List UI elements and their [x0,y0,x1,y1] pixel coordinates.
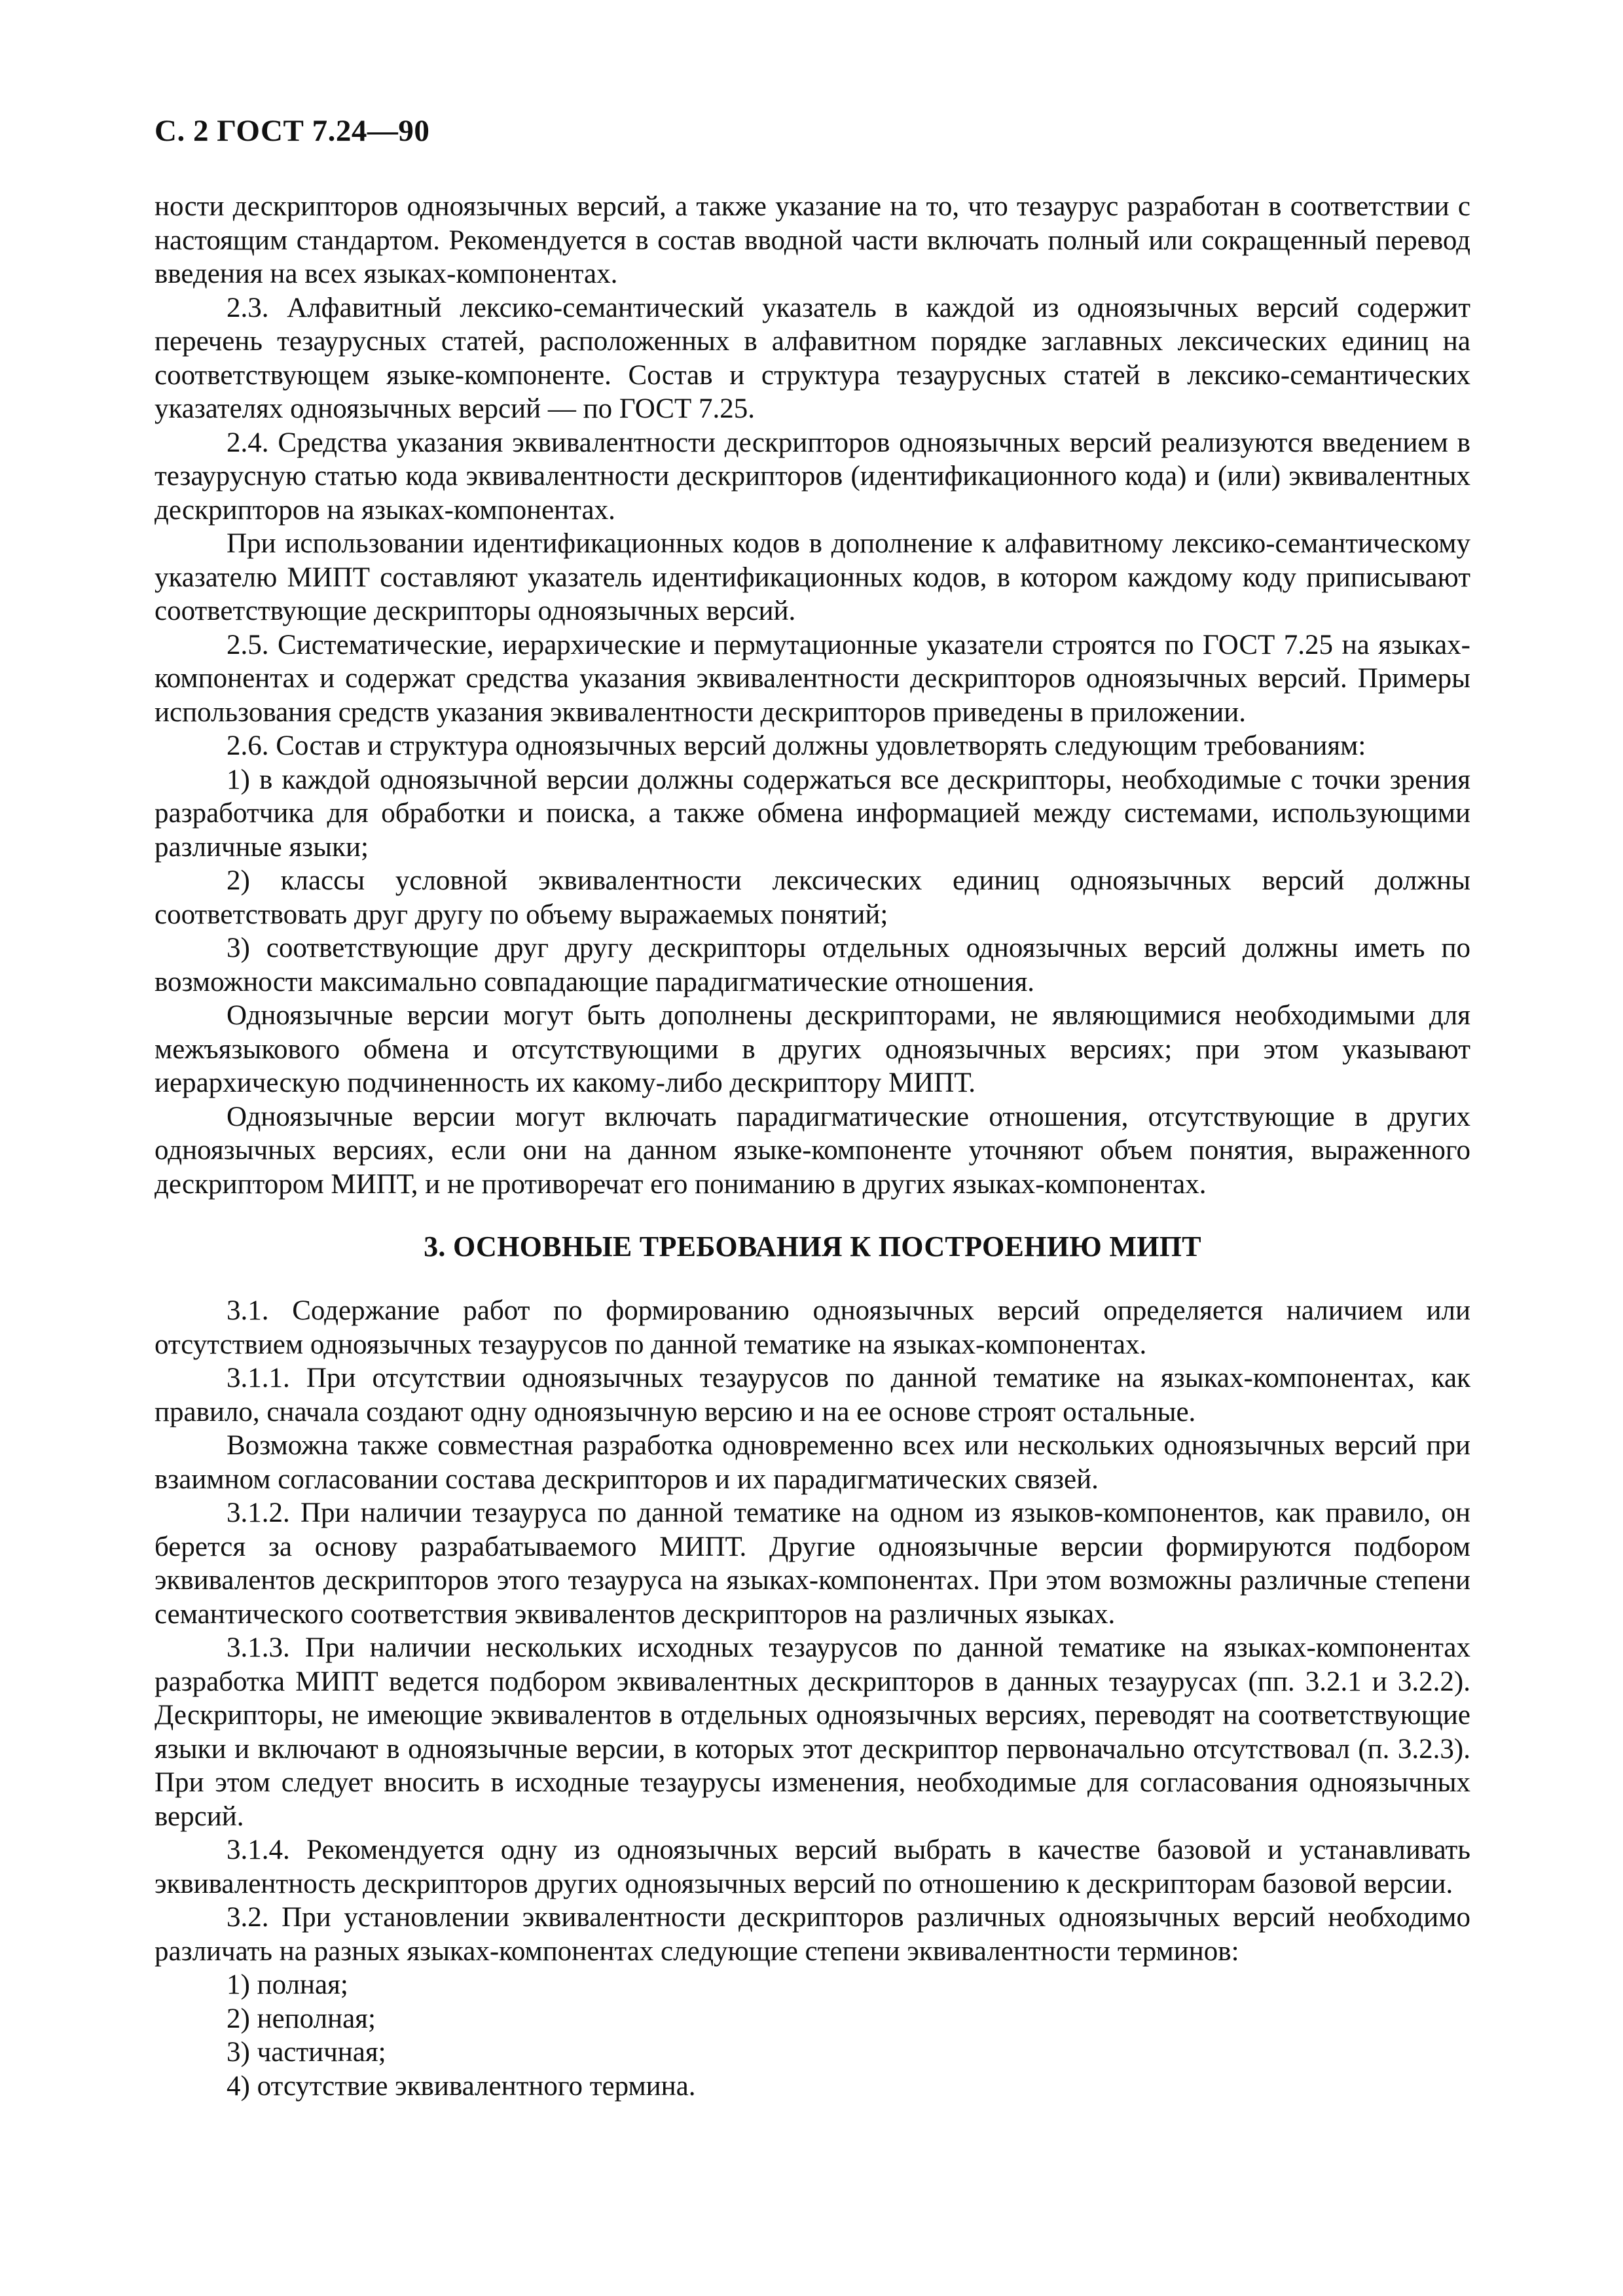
paragraph-2-3: 2.3. Алфавитный лексико-семантический указатель в каждой из одноязычных версий содержит перечень тезаурусных статей, расположенных в алфавитном порядке заглавных лексических единиц на соответствующем языке-компоненте. Состав и структура тезаурусных статей в лексико-семантических указателях одноязычных версий — по ГОСТ 7.25. [155,292,1470,424]
paragraph-continuation: ности дескрипторов одноязычных версий, а также указание на то, что тезаурус разработан в соответствии с настоящим стандартом. Рекомендуется в состав вводной части включать полный или сокращенный перевод введения на всех языках-компонентах. [155,191,1470,289]
list-item-requirement-1: 1) в каждой одноязычной версии должны содержаться все дескрипторы, необходимые с точки зрения разработчика для обработки и поиска, а также обмена информацией между системами, использующими различные языки; [155,764,1470,863]
paragraph-3-1-1: 3.1.1. При отсутствии одноязычных тезаурусов по данной тематике на языках-компонентах, как правило, сначала создают одну одноязычную версию и на ее основе строят остальные. [155,1363,1470,1427]
list-item-degree-4: 4) отсутствие эквивалентного термина. [227,2070,696,2102]
paragraph-3-1-2: 3.1.2. При наличии тезауруса по данной тематике на одном из языков-компонентов, как правило, он берется за основу разрабатываемого МИПТ. Другие одноязычные версии формируются подбором эквивалентов дескрипторов этого тезауруса на языках-компонентах. При этом возможны различные степени семантического соответствия эквивалентов дескрипторов на различных языках. [155,1498,1470,1630]
paragraph-3-2: 3.2. При установлении эквивалентности дескрипторов различных одноязычных версий необходимо различать на разных языках-компонентах следующие степени эквивалентности терминов: [155,1902,1470,1967]
paragraph-2-4: 2.4. Средства указания эквивалентности дескрипторов одноязычных версий реализуются введением в тезаурусную статью кода эквивалентности дескрипторов (идентификационного кода) и (или) эквивалентных дескрипторов на языках-компонентах. [155,427,1470,526]
list-item-degree-3: 3) частичная; [227,2037,386,2068]
paragraph-3-1-3: 3.1.3. При наличии нескольких исходных тезаурусов по данной тематике на языках-компонентах разработка МИПТ ведется подбором эквивалентных дескрипторов в данных тезаурусах (пп. 3.2.1 и 3.2.2). Дескрипторы, не имеющие эквивалентов в отдельных одноязычных версиях, переводят на соответствующие языки и включают в одноязычные версии, в которых этот дескриптор первоначально отсутствовал (п. 3.2.3). При этом следует вносить в исходные тезаурусы изменения, необходимые для согласования одноязычных версий. [155,1632,1470,1832]
paragraph-paradigmatic: Одноязычные версии могут включать парадигматические отношения, отсутствующие в других одноязычных версиях, если они на данном языке-компоненте уточняют объем понятия, выраженного дескриптором МИПТ, и не противоречат его пониманию в других языках-компонентах. [155,1101,1470,1200]
list-item-requirement-3: 3) соответствующие друг другу дескрипторы отдельных одноязычных версий должны иметь по возможности максимально совпадающие парадигматические отношения. [155,933,1470,997]
list-item-degree-2: 2) неполная; [227,2003,376,2034]
list-item-requirement-2: 2) классы условной эквивалентности лексических единиц одноязычных версий должны соответствовать друг другу по объему выражаемых понятий; [155,865,1470,930]
document-body [155,190,1470,2103]
paragraph-2-6: 2.6. Состав и структура одноязычных версий должны удовлетворять следующим требованиям: [227,730,1366,761]
paragraph-2-5: 2.5. Систематические, иерархические и пермутационные указатели строятся по ГОСТ 7.25 на языках-компонентах и содержат средства указания эквивалентности дескрипторов одноязычных версий. Примеры использования средств указания эквивалентности дескрипторов приведены в приложении. [155,629,1470,728]
paragraph-3-1-4: 3.1.4. Рекомендуется одну из одноязычных версий выбрать в качестве базовой и устанавливать эквивалентность дескрипторов других одноязычных версий по отношению к дескрипторам базовой версии. [155,1835,1470,1899]
list-item-degree-1: 1) полная; [227,1969,348,2000]
paragraph-supplement: Одноязычные версии могут быть дополнены дескрипторами, не являющимися необходимыми для межъязыкового обмена и отсутствующими в других одноязычных версиях; при этом указывают иерархическую подчиненность их какому-либо дескриптору МИПТ. [155,1000,1470,1098]
paragraph-3-1: 3.1. Содержание работ по формированию одноязычных версий определяется наличием или отсутствием одноязычных тезаурусов по данной тематике на языках-компонентах. [155,1295,1470,1360]
section-title: 3. ОСНОВНЫЕ ТРЕБОВАНИЯ К ПОСТРОЕНИЮ МИПТ [424,1230,1201,1263]
paragraph-id-codes: При использовании идентификационных кодов в дополнение к алфавитному лексико-семантическому указателю МИПТ составляют указатель идентификационных кодов, в котором каждому коду приписывают соответствующие дескрипторы одноязычных версий. [155,528,1470,626]
paragraph-joint-development: Возможна также совместная разработка одновременно всех или нескольких одноязычных версий при взаимном согласовании состава дескрипторов и их парадигматических связей. [155,1430,1470,1495]
running-head: С. 2 ГОСТ 7.24—90 [155,114,430,148]
